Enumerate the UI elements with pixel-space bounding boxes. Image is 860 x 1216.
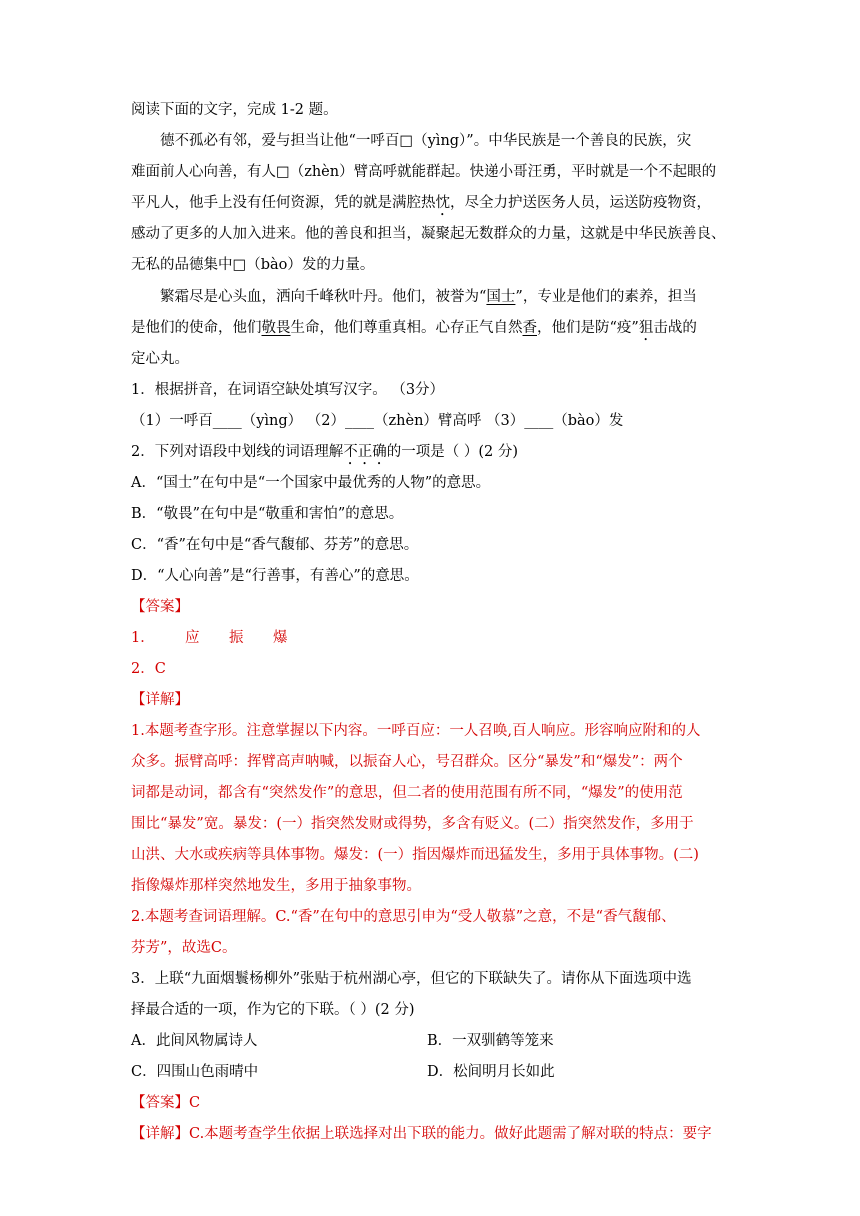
detail-line: 山洪、大水或疾病等具体事物。爆发：(一）指因爆炸而迅猛发生，多用于具体事物。(二) — [131, 847, 699, 863]
passage-p1-line: 平凡人，他手上没有任何资源，凭的就是满腔热忱，尽全力护送医务人员，运送防疫物资， — [131, 195, 711, 211]
emphasized-text: 不正确 — [343, 444, 387, 460]
detail-line: 2.本题考查词语理解。C.“香”在句中的意思引申为“受人敬慕”之意，不是“香气馥郁、 — [131, 909, 676, 925]
question-2-option-a: A．“国士”在句中是“一个国家中最优秀的人物”的意思。 — [131, 475, 491, 491]
underlined-word: 敬畏 — [261, 320, 291, 336]
detail-3 — [131, 1124, 712, 1144]
detail-line: 指像爆炸那样突然地发生，多用于抽象事物。 — [131, 878, 421, 894]
answer-3 — [131, 1093, 200, 1113]
emphasized-char: 狙 — [638, 320, 654, 336]
question-2-option-d: D．“人心向善”是“行善事，有善心”的意思。 — [131, 568, 419, 584]
underlined-word: 香 — [522, 320, 537, 336]
passage-p1-line: 感动了更多的人加入进来。他的善良和担当，凝聚起无数群众的力量，这就是中华民族善良、 — [131, 226, 726, 242]
detail-label: 【详解】 — [131, 692, 189, 708]
answer-label: 【答案】 — [131, 599, 189, 615]
question-3-option-b: B．一双驯鹤等笼来 — [427, 1033, 554, 1049]
detail-line: 众多。振臂高呼：挥臂高声呐喊，以振奋人心，号召群众。区分“暴发”和“爆发”：两个 — [131, 754, 683, 770]
passage-p2-line: 繁霜尽是心头血，洒向千峰秋叶丹。他们，被誉为“国士”，专业是他们的素养，担当 — [160, 289, 697, 305]
question-3-stem: 择最合适的一项，作为它的下联。（ ）(2 分) — [131, 1002, 415, 1018]
passage-p1-line: 难面前人心向善，有人□（zhèn）臂高呼就能群起。快递小哥汪勇，平时就是一个不起眼的 — [131, 164, 717, 180]
answer-label: 【答案】 — [131, 1095, 189, 1111]
question-2-stem: 2．下列对语段中划线的词语理解不正确的一项是（ ）(2 分) — [131, 444, 518, 460]
emphasized-char: 忱 — [435, 195, 450, 211]
answer-value: C — [189, 1095, 201, 1111]
question-3-stem: 3．上联“九面烟鬟杨柳外”张贴于杭州湖心亭，但它的下联缺失了。请你从下面选项中选 — [131, 971, 692, 987]
question-3-option-a: A．此间风物属诗人 — [131, 1033, 258, 1049]
question-2-option-b: B．“敬畏”在句中是“敬重和害怕”的意思。 — [131, 506, 404, 522]
question-2-option-c: C．“香”在句中是“香气馥郁、芬芳”的意思。 — [131, 537, 419, 553]
question-3-option-d: D．松间明月长如此 — [427, 1064, 555, 1080]
detail-text: C.本题考查学生依据上联选择对出下联的能力。做好此题需了解对联的特点：要字 — [189, 1126, 712, 1142]
passage-p1-line: 德不孤必有邻，爱与担当让他“一呼百□（yìng）”。中华民族是一个善良的民族，灾 — [160, 133, 692, 149]
passage-p1-line: 无私的品德集中□（bào）发的力量。 — [131, 257, 375, 273]
passage-p2-line: 是他们的使命，他们敬畏生命，他们尊重真相。心存正气自然香，他们是防“疫”狙击战的 — [131, 320, 697, 336]
passage-intro: 阅读下面的文字，完成 1-2 题。 — [131, 102, 338, 118]
answer-1: 1． 应 振 爆 — [131, 630, 288, 646]
detail-line: 芬芳”，故选C。 — [131, 940, 237, 956]
answer-2: 2．C — [131, 661, 166, 677]
underlined-word: 国士 — [486, 289, 516, 305]
question-1-stem: 1．根据拼音，在词语空缺处填写汉字。 （3分） — [131, 382, 445, 398]
detail-line: 1.本题考查字形。注意掌握以下内容。一呼百应：一人召唤,百人响应。形容响应附和的人 — [131, 723, 701, 739]
detail-label: 【详解】 — [131, 1126, 189, 1142]
passage-p2-line: 定心丸。 — [131, 351, 189, 367]
question-3-option-c: C．四围山色雨晴中 — [131, 1064, 259, 1080]
detail-line: 围比“暴发”宽。暴发：(一）指突然发财或得势，多含有贬义。(二）指突然发作，多用于 — [131, 816, 694, 832]
question-1-blanks: （1）一呼百____（yìng） （2）____（zhèn）臂高呼 （3）____（bào）发 — [131, 413, 624, 429]
detail-line: 词都是动词，都含有“突然发作”的意思，但二者的使用范围有所不同，“爆发”的使用范 — [131, 785, 683, 801]
